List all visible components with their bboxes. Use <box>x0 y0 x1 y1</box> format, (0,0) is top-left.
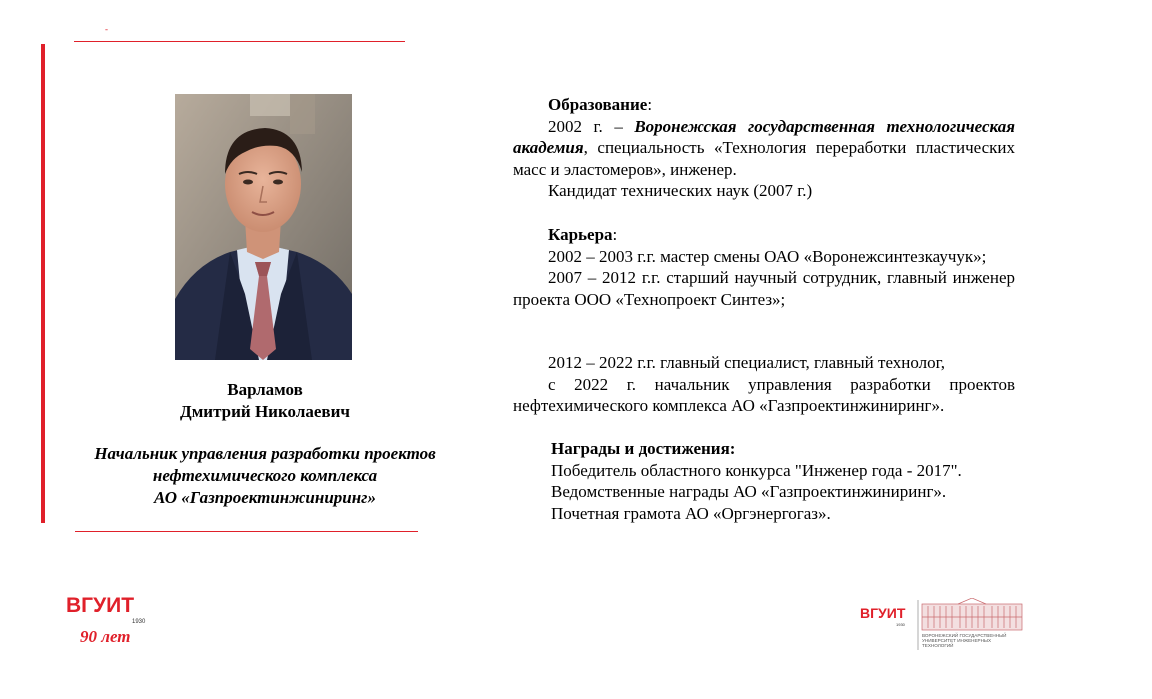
award-item-2: Ведомственные награды АО «Газпроектинжиниринг». <box>551 482 947 501</box>
university-building-icon <box>922 598 1022 630</box>
logo-right-caption-3: ТЕХНОЛОГИЙ <box>922 643 954 648</box>
award-item-1: Победитель областного конкурса "Инженер года - 2017". <box>551 460 962 480</box>
education-degree: Кандидат технических наук (2007 г.) <box>548 181 813 200</box>
logo-left-year: 1930 <box>132 619 146 625</box>
position-line-3: АО «Газпроектинжиниринг» <box>154 488 376 507</box>
position-line-2: нефтехимического комплекса <box>152 466 378 485</box>
logo-right-year: 1930 <box>896 622 905 627</box>
education-heading-line <box>513 94 1015 116</box>
portrait-photo <box>175 94 352 360</box>
position-line-1: Начальник управления разработки проектов <box>94 444 436 463</box>
career-section-continued <box>513 352 1015 417</box>
education-heading: Образование <box>548 95 648 114</box>
portrait-illustration <box>175 94 352 360</box>
logo-left-brand: ВГУИТ <box>66 594 135 617</box>
accent-vertical-bar <box>41 44 45 523</box>
bottom-divider <box>75 531 418 532</box>
career-section <box>513 224 1015 310</box>
career-heading: Карьера <box>548 225 613 244</box>
education-entry <box>513 116 1015 181</box>
logo-left-anniversary: 90 лет <box>80 627 131 646</box>
career-item-1: 2002 – 2003 г.г. мастер смены ОАО «Воронежсинтезкаучук»; <box>548 246 987 266</box>
vguit-90-years-logo <box>66 592 156 648</box>
awards-heading: Награды и достижения: <box>551 439 736 458</box>
person-given-names: Дмитрий Николаевич <box>180 402 350 421</box>
career-item-4: с 2022 г. начальник управления разработки проектов нефтехимического комплекса АО «Газпроектинжиниринг». <box>513 374 1015 415</box>
education-heading-colon: : <box>647 95 653 114</box>
awards-section <box>551 438 1021 524</box>
education-year: 2002 г. – <box>548 116 635 136</box>
logo-right-caption-1: ВОРОНЕЖСКИЙ ГОСУДАРСТВЕННЫЙ <box>922 633 1007 638</box>
top-divider <box>74 41 405 42</box>
career-item-3: 2012 – 2022 г.г. главный специалист, главный технолог, <box>548 353 945 372</box>
person-surname: Варламов <box>227 380 303 399</box>
logo-right-brand: ВГУИТ <box>860 605 906 621</box>
award-item-3: Почетная грамота АО «Оргэнергогаз». <box>551 503 831 523</box>
career-heading-colon: : <box>612 225 618 244</box>
vguit-university-logo <box>860 598 1025 652</box>
career-heading-line <box>513 224 1015 246</box>
education-section <box>513 94 1015 202</box>
top-mark: - <box>105 24 108 34</box>
logo-right-caption-2: УНИВЕРСИТЕТ ИНЖЕНЕРНЫХ <box>922 638 992 643</box>
education-details: , специальность «Технология переработки пластических масс и эластомеров», инженер. <box>513 138 1015 179</box>
education-institution: Воронежская государственная технологическая академия <box>513 116 1015 157</box>
career-item-2: 2007 – 2012 г.г. старший научный сотрудник, главный инженер проекта ООО «Технопроект Синтез»; <box>513 268 1015 309</box>
